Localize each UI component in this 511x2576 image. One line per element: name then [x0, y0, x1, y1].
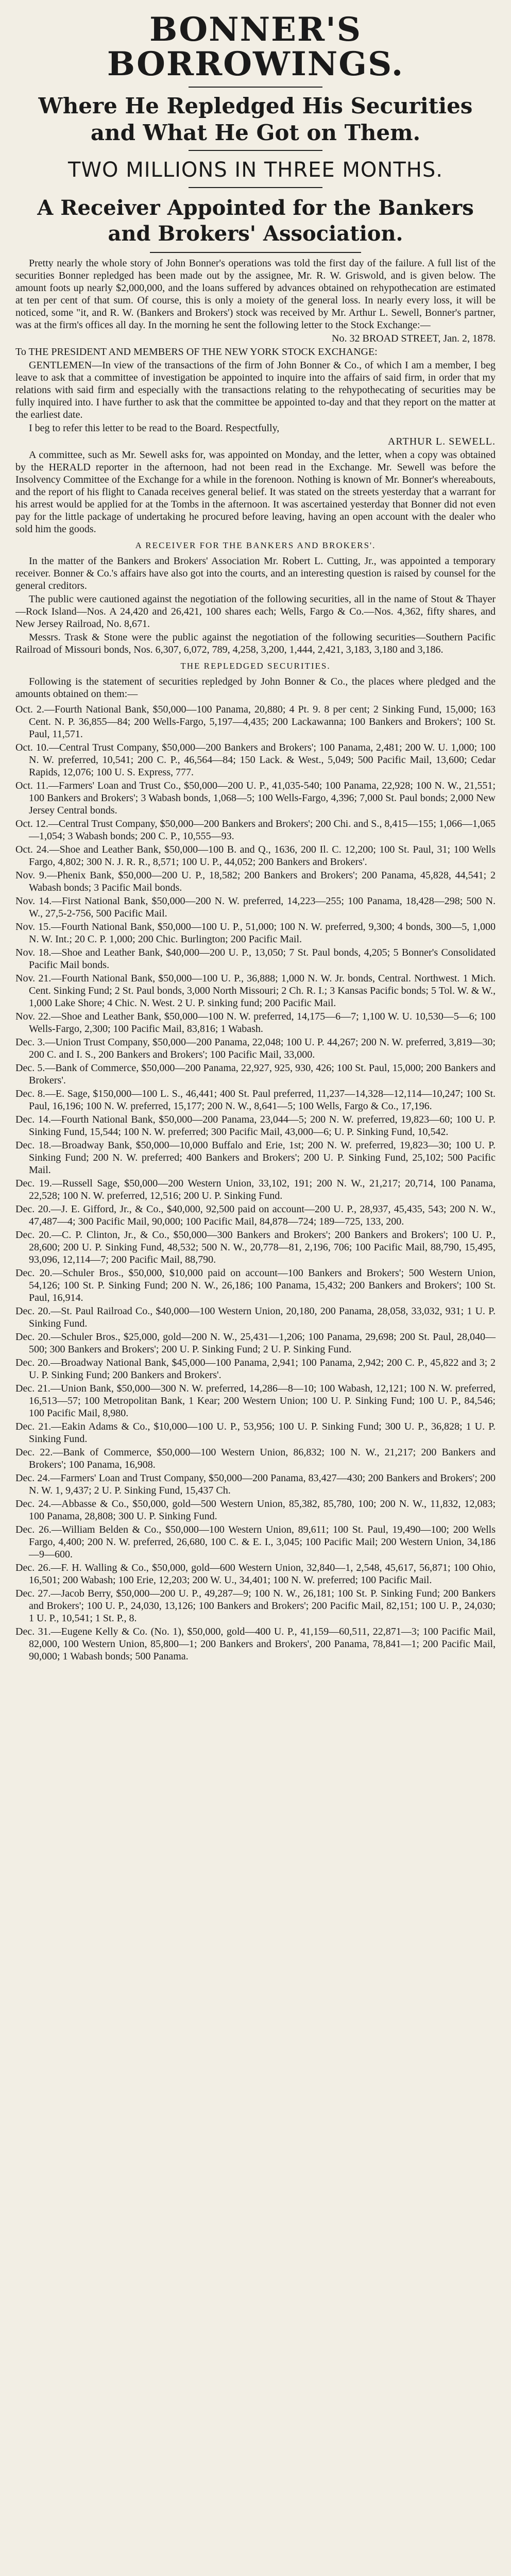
repledge-record: Oct. 2.—Fourth National Bank, $50,000—100 Panama, 20,880; 4 Pt. 9. 8 per cent; 2 Sinking Fund, 15,000; 163 Cent. N. P. 36,855—84; 200 Wells-Fargo, 5,197—4,435; 200 Lackawanna; 100 Bankers and Brokers'; 100 St. Paul, 11,571. [15, 703, 496, 740]
deck-1: Where He Repledged His Securities and What He Got on Them. [38, 93, 473, 145]
letter-closing: I beg to refer this letter to be read to the Board. Respectfully, [29, 422, 280, 434]
repledged-intro [15, 675, 496, 700]
deck-2-rule [189, 187, 323, 188]
repledge-record: Oct. 10.—Central Trust Company, $50,000—200 Bankers and Brokers'; 100 Panama, 2,481; 200 W. U. 1,000; 100 N. W. preferred, 10,541; 200 C. P., 46,564—84; 150 Lack. & West., 5,049; 500 Pacific Mail, 13,600; Cedar Rapids, 12,076; 100 U. S. Express, 777. [15, 741, 496, 778]
repledge-record: Dec. 8.—E. Sage, $150,000—100 L. S., 46,441; 400 St. Paul preferred, 11,237—14,328—12,114—10,247; 100 St. Paul, 16,196; 100 N. W. preferred, 15,177; 200 N. W., 8,641—5; 100 Wells, Fargo & Co., 17,196. [15, 1088, 496, 1112]
deck-2: TWO MILLIONS IN THREE MONTHS. [68, 158, 443, 182]
article-paragraph: In the matter of the Bankers and Brokers' Association Mr. Robert L. Cutting, Jr., was appointed a temporary receiver. Bonner & Co.'s affairs have also got into the courts, and an interesting question is raised by counsel for the general creditors. [15, 555, 496, 591]
article-paragraph: Pretty nearly the whole story of John Bonner's operations was told the first day of the failure. A full list of the securities Bonner repledged has been made out by the assignee, Mr. R. W. Griswold, and is given below. The amount foots up nearly $2,000,000, and the loans suffered by advances obtained on rehypothecation are estimated at ten per cent of that sum. Of course, this is only a moiety of the general loss. In nearly every loss, it will be noticed, some "it, and R. W. (Bankers and Brokers') stock was received by Mr. Arthur L. Sewell, Bonner's partner, was at the firm's offices all day. In the morning he sent the following letter to the Stock Exchange:— [15, 257, 496, 331]
repledge-record: Oct. 24.—Shoe and Leather Bank, $50,000—100 B. and Q., 1636, 200 Il. C. 12,200; 100 St. Paul, 31; 100 Wells Fargo, 4,802; 300 N. J. R. R., 8,571; 100 U. P., 44,052; 200 Bankers and Brokers'. [15, 843, 496, 868]
repledge-record: Dec. 20.—J. E. Gifford, Jr., & Co., $40,000, 92,500 paid on account—200 U. P., 28,937, 45,435, 543; 200 N. W., 47,487—4; 300 Pacific Mail, 90,000; 100 Pacific Mail, 84,878—724; 189—725, 133, 200. [15, 1203, 496, 1227]
repledge-record: Nov. 9.—Phenix Bank, $50,000—200 U. P., 18,582; 200 Bankers and Brokers'; 200 Panama, 45,828, 44,541; 2 Wabash bonds; 3 Pacific Mail bonds. [15, 869, 496, 893]
headline: BONNER'S BORROWINGS. [107, 10, 404, 84]
repledge-record: Dec. 18.—Broadway Bank, $50,000—10,000 Buffalo and Erie, 1st; 200 N. W. preferred, 19,823—30; 100 U. P. Sinking Fund; 200 N. W. preferred; 400 Bankers and Brokers'; 200 U. P. Sinking Fund, 25,102; 500 Pacific Mail. [15, 1139, 496, 1176]
repledge-record: Nov. 14.—First National Bank, $50,000—200 N. W. preferred, 14,223—255; 100 Panama, 18,428—298; 500 N. W., 27,5-2-756, 500 Pacific Mail. [15, 895, 496, 919]
repledge-record: Dec. 31.—Eugene Kelly & Co. (No. 1), $50,000, gold—400 U. P., 41,159—60,511, 22,871—3; 100 Pacific Mail, 82,000, 100 Western Union, 85,800—1; 200 Bankers and Brokers', 200 Panama, 78,841—1; 200 Pacific Mail, 90,000; 1 Wabash bonds; 500 Panama. [15, 1625, 496, 1662]
receiver-paragraphs [15, 555, 496, 656]
repledge-record: Dec. 5.—Bank of Commerce, $50,000—200 Panama, 22,927, 925, 930, 426; 100 St. Paul, 15,000; 200 Bankers and Brokers'. [15, 1062, 496, 1086]
repledge-record: Dec. 27.—Jacob Berry, $50,000—200 U. P., 49,287—9; 100 N. W., 26,181; 100 St. P. Sinking Fund; 200 Bankers and Brokers'; 100 U. P., 24,030, 13,126; 100 Bankers and Brokers'; 200 Pacific Mail, 82,151; 100 U. P., 24,030; 1 U. P., 10,541; 1 St. P., 8. [15, 1587, 496, 1624]
article-body [15, 257, 496, 1663]
repledge-record: Nov. 18.—Shoe and Leather Bank, $40,000—200 U. P., 13,050; 7 St. Paul bonds, 4,205; 5 Bonner's Consolidated Pacific Mail bonds. [15, 946, 496, 971]
repledge-record: Dec. 19.—Russell Sage, $50,000—200 Western Union, 33,102, 191; 200 N. W., 21,217; 20,714, 100 Panama, 22,528; 100 N. W. preferred, 12,516; 200 U. P. Sinking Fund. [15, 1177, 496, 1201]
repledge-record: Dec. 22.—Bank of Commerce, $50,000—100 Western Union, 86,832; 100 N. W., 21,217; 200 Bankers and Brokers'; 100 Panama, 16,908. [15, 1446, 496, 1470]
section-repledged-heading: THE REPLEDGED SECURITIES. [180, 660, 331, 671]
intro-paragraphs [15, 257, 496, 331]
repledge-record: Dec. 20.—Broadway National Bank, $45,000—100 Panama, 2,941; 100 Panama, 2,942; 200 C. P., 45,822 and 3; 2 U. P. Sinking Fund; 200 Bankers and Brokers'. [15, 1357, 496, 1381]
repledge-record: Dec. 20.—St. Paul Railroad Co., $40,000—100 Western Union, 20,180, 200 Panama, 28,058, 33,032, 931; 1 U. P. Sinking Fund. [15, 1305, 496, 1329]
article-paragraph: Messrs. Trask & Stone were the public against the negotiation of the following securities—Southern Pacific Railroad of Missouri bonds, Nos. 6,307, 6,072, 789, 4,258, 3,200, 1,444, 2,421, 3,183, 3,180 and 3,186. [15, 631, 496, 655]
repledge-record: Oct. 11.—Farmers' Loan and Trust Co., $50,000—200 U. P., 41,035-540; 100 Panama, 22,928; 100 N. W., 21,551; 100 Bankers and Brokers'; 3 Wabash bonds, 1,068—5; 100 Wells-Fargo, 4,396; 7,000 St. Paul bonds; 2,000 New Jersey Central bonds. [15, 779, 496, 816]
headline-rule [189, 87, 323, 88]
letter-body: GENTLEMEN—In view of the transactions of the firm of John Bonner & Co., of which I am a member, I beg leave to ask that a committee of investigation be appointed to inquire into the affairs of said firm, in order that my relations with said firm and especially with the transactions relating to the rehypothecating of securities may be fully inquired into. I have further to ask that the committee be appointed to-day and that they report on the matter at the earliest date. [15, 359, 496, 420]
repledge-record: Nov. 15.—Fourth National Bank, $50,000—100 U. P., 51,000; 100 N. W. preferred, 9,300; 4 bonds, 300—5, 1,000 N. W. Int.; 20 C. P. 1,000; 200 Chic. Burlington; 200 Pacific Mail. [15, 921, 496, 945]
letter-salutation: To THE PRESIDENT AND MEMBERS OF THE NEW YORK STOCK EXCHANGE: [15, 346, 378, 358]
repledged-records-list [15, 703, 496, 1663]
committee-paragraphs [15, 449, 496, 535]
repledge-record: Dec. 24.—Farmers' Loan and Trust Company, $50,000—200 Panama, 83,427—430; 200 Bankers and Brokers'; 200 N. W. 1, 9,437; 2 U. P. Sinking Fund, 15,437 Ch. [15, 1472, 496, 1496]
repledge-record: Dec. 20.—C. P. Clinton, Jr., & Co., $50,000—300 Bankers and Brokers'; 200 Bankers and Brokers'; 100 U. P., 28,600; 200 U. P. Sinking Fund, 48,532; 500 N. W., 20,778—81, 2,196, 706; 100 Pacific Mail, 88,790, 15,495, 93,096, 12,114—7; 200 Pacific Mail, 88,790. [15, 1229, 496, 1265]
sewell-letter [15, 332, 496, 448]
article-paragraph: A committee, such as Mr. Sewell asks for, was appointed on Monday, and the letter, when a copy was obtained by the HERALD reporter in the afternoon, had not been read in the Exchange. Mr. Sewell was before the Insolvency Committee of the Exchange for a while in the forenoon. Nothing is known of Mr. Bonner's whereabouts, and the report of his flight to Canada receives general belief. It was stated on the streets yesterday that a warrant for his arrest would be applied for at the Tombs in the afternoon. It was ascertained yesterday that Bonner did not even pay for the little package of undertaking he procured before leaving, having an open account with the dealer who sold him the goods. [15, 449, 496, 535]
repledge-record: Nov. 22.—Shoe and Leather Bank, $50,000—100 N. W. preferred, 14,175—6—7; 1,100 W. U. 10,530—5—6; 100 Wells-Fargo, 2,300; 100 Pacific Mail, 83,816; 1 Wabash. [15, 1010, 496, 1035]
deck-1-rule [189, 150, 323, 151]
letter-signature: ARTHUR L. SEWELL. [387, 435, 496, 447]
repledge-record: Dec. 26.—William Belden & Co., $50,000—100 Western Union, 89,611; 100 St. Paul, 19,490—100; 200 Wells Fargo, 4,400; 200 N. W. preferred, 26,680, 100 C. & E. I., 3,045; 100 Pacific Mail; 200 Western Union, 34,186—9—600. [15, 1523, 496, 1560]
repledge-record: Oct. 12.—Central Trust Company, $50,000—200 Bankers and Brokers'; 200 Chi. and S., 8,415—155; 1,066—1,065—1,054; 3 Wabash bonds; 200 C. P., 10,555—93. [15, 818, 496, 842]
repledge-record: Nov. 21.—Fourth National Bank, $50,000—100 U. P., 36,888; 1,000 N. W. Jr. bonds, Central. Northwest. 1 Mich. Cent. Sinking Fund; 2 St. Paul bonds, 3,000 North Missouri; 2 Ch. R. I.; 3 Kansas Pacific bonds; 5 Tol. W. & W., 1,000 Lake Shore; 4 Chic. N. West. 2 U. P. sinking fund; 200 Pacific Mail. [15, 972, 496, 1009]
repledge-record: Dec. 14.—Fourth National Bank, $50,000—200 Panama, 23,044—5; 200 N. W. preferred, 19,823—60; 100 U. P. Sinking Fund, 15,544; 100 N. W. preferred; 300 Pacific Mail, 43,000—6; U. P. Sinking Fund, 10,542. [15, 1113, 496, 1138]
deck-3-rule [150, 252, 361, 253]
repledge-record: Dec. 20.—Schuler Bros., $25,000, gold—200 N. W., 25,431—1,206; 100 Panama, 29,698; 200 St. Paul, 28,040—500; 300 Bankers and Brokers'; 200 U. P. Sinking Fund; 2 U. P. Sinking Fund. [15, 1331, 496, 1355]
repledge-record: Dec. 3.—Union Trust Company, $50,000—200 Panama, 22,048; 100 U. P. 44,267; 200 N. W. preferred, 3,819—30; 200 C. and I. S., 200 Bankers and Brokers'; 100 Pacific Mail, 33,000. [15, 1036, 496, 1060]
repledge-record: Dec. 21.—Union Bank, $50,000—300 N. W. preferred, 14,286—8—10; 100 Wabash, 12,121; 100 N. W. preferred, 16,513—57; 100 Metropolitan Bank, 1 Kear; 200 Western Union; 100 U. P. Sinking Fund; 100 U. P., 84,546; 100 Pacific Mail, 8,980. [15, 1382, 496, 1419]
repledge-record: Dec. 21.—Eakin Adams & Co., $10,000—100 U. P., 53,956; 100 U. P. Sinking Fund; 300 U. P., 36,828; 1 U. P. Sinking Fund. [15, 1420, 496, 1445]
repledge-record: Dec. 20.—Schuler Bros., $50,000, $10,000 paid on account—100 Bankers and Brokers'; 500 Western Union, 54,126; 100 St. P. Sinking Fund; 200 N. W., 26,186; 100 Panama, 15,432; 200 Bankers and Brokers'; 100 St. Paul, 16,914. [15, 1267, 496, 1303]
letter-date: No. 32 BROAD STREET, Jan. 2, 1878. [332, 332, 496, 344]
section-receiver-heading: A RECEIVER FOR THE BANKERS AND BROKERS'. [135, 540, 376, 550]
deck-3: A Receiver Appointed for the Bankers and Brokers' Association. [37, 195, 474, 246]
article-paragraph: Following is the statement of securities repledged by John Bonner & Co., the places where pledged and the amounts obtained on them:— [15, 675, 496, 700]
article-paragraph: The public were cautioned against the negotiation of the following securities, all in the name of Stout & Thayer—Rock Island—Nos. A 24,420 and 26,421, 100 shares each; Wells, Fargo & Co.—Nos. 4,362, fifty shares, and New Jersey Railroad, No. 8,671. [15, 593, 496, 630]
repledge-record: Dec. 26.—F. H. Walling & Co., $50,000, gold—600 Western Union, 32,840—1, 2,548, 45,617, 56,871; 100 Ohio, 16,501; 200 Wabash; 100 Erie, 12,203; 200 W. U., 34,401; 100 N. W. preferred; 100 Pacific Mail. [15, 1562, 496, 1586]
repledge-record: Dec. 24.—Abbasse & Co., $50,000, gold—500 Western Union, 85,382, 85,780, 100; 200 N. W., 11,832, 12,083; 100 Panama, 28,808; 300 U. P. Sinking Fund. [15, 1498, 496, 1522]
